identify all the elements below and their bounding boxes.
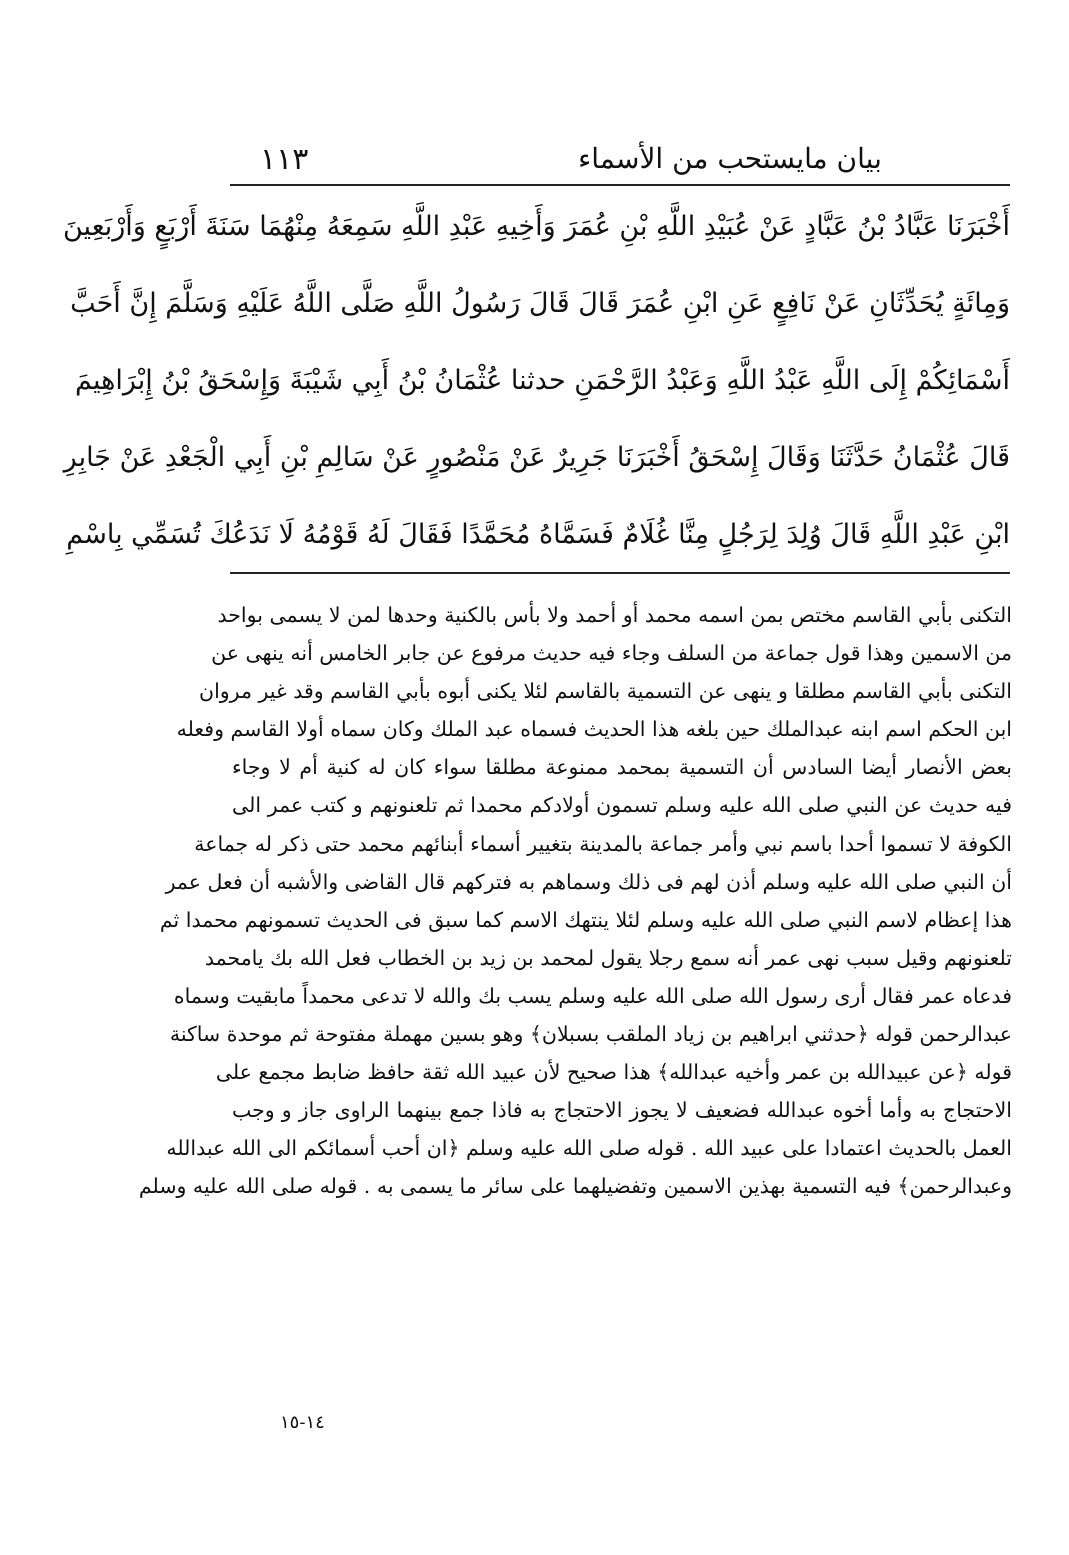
commentary-line: الكوفة لا تسموا أحدا باسم نبي وأمر جماعة بالمدينة بتغيير أسماء أبنائهم محمد حتى ذكر له جماعة [194, 831, 1012, 856]
commentary-line: تلعنونهم وقيل سبب نهى عمر أنه سمع رجلا يقول لمحمد بن زيد بن الخطاب فعل الله بك يامحمد [204, 945, 1012, 970]
commentary-line: بعض الأنصار أيضا السادس أن التسمية بمحمد ممنوعة مطلقا سواء كان له كنية أم لا وجاء [232, 755, 1012, 780]
commentary-line: أن النبي صلى الله عليه وسلم أذن لهم فى ذلك وسماهم به فتركهم قال القاضى والأشبه أن فعل عمر [165, 869, 1012, 894]
commentary-line: وعبدالرحمن﴾ فيه التسمية بهذين الاسمين وتفضيلهما على سائر ما يسمى به . قوله صلى الله عليه وسلم [138, 1174, 1012, 1199]
running-title: بيان مايستحب من الأسماء [578, 142, 882, 175]
commentary-line: هذا إعظام لاسم النبي صلى الله عليه وسلم لئلا ينتهك الاسم كما سبق فى الحديث تسمونهم محمدا ثم [159, 907, 1012, 932]
commentary-line: قوله ﴿عن عبيدالله بن عمر وأخيه عبدالله﴾ هذا صحيح لأن عبيد الله ثقة حافظ ضابط مجمع على [215, 1060, 1012, 1085]
commentary-text [138, 596, 1012, 1206]
hadith-line: وَمِائَةٍ يُحَدِّثَانِ عَنْ نَافِعٍ عَنِ ابْنِ عُمَرَ قَالَ قَالَ رَسُولُ اللَّهِ صَلَّى اللَّهُ عَلَيْهِ وَسَلَّمَ إِنَّ أَحَبَّ [70, 288, 1010, 319]
commentary-line: العمل بالحديث اعتمادا على عبيد الله . قوله صلى الله عليه وسلم ﴿ان أحب أسمائكم الى الله عبدالله [166, 1136, 1012, 1161]
commentary-line: عبدالرحمن قوله ﴿حدثني ابراهيم بن زياد الملقب بسبلان﴾ وهو بسين مهملة مفتوحة ثم موحدة ساكنة [169, 1022, 1012, 1047]
commentary-line: التكنى بأبي القاسم مختص بمن اسمه محمد أو أحمد ولا بأس بالكنية وحدها لمن لا يسمى بواحد [217, 603, 1012, 627]
page-number: ١١٣ [260, 142, 309, 177]
section-divider [230, 572, 1010, 574]
commentary-line: من الاسمين وهذا قول جماعة من السلف وجاء فيه حديث مرفوع عن جابر الخامس أنه ينهى عن [211, 641, 1012, 666]
footer-reference: ١٤-١٥ [280, 1412, 325, 1433]
header-rule [230, 184, 1010, 186]
commentary-line: الاحتجاج به وأما أخوه عبدالله فضعيف لا يجوز الاحتجاج به فاذا جمع بينهما الراوى جاز و وجب [232, 1098, 1012, 1123]
commentary-line: ابن الحكم اسم ابنه عبدالملك حين بلغه هذا الحديث فسماه عبد الملك وكان سماه أولا القاسم وفعله [176, 717, 1012, 742]
page-header [230, 140, 1010, 184]
hadith-text [63, 188, 1010, 573]
commentary-line: التكنى بأبي القاسم مطلقا و ينهى عن التسمية بالقاسم لئلا يكنى أبوه بأبي القاسم وقد غير مروان [199, 679, 1012, 704]
commentary-line: فدعاه عمر فقال أرى رسول الله صلى الله عليه وسلم يسب بك والله لا تدعى محمداً مابقيت وسماه [173, 983, 1012, 1008]
hadith-line: أَخْبَرَنَا عَبَّادُ بْنُ عَبَّادٍ عَنْ عُبَيْدِ اللَّهِ بْنِ عُمَرَ وَأَخِيهِ عَبْدِ اللَّهِ سَمِعَهُ مِنْهُمَا سَنَةَ أَرْبَعٍ وَأَرْبَعِينَ [63, 211, 1010, 242]
hadith-line: أَسْمَائِكُمْ إِلَى اللَّهِ عَبْدُ اللَّهِ وَعَبْدُ الرَّحْمَنِ حدثنا عُثْمَانُ بْنُ أَبِي شَيْبَةَ وَإِسْحَقُ بْنُ إِبْرَاهِيمَ [74, 365, 1010, 396]
commentary-line: فيه حديث عن النبي صلى الله عليه وسلم تسمون أولادكم محمدا ثم تلعنونهم و كتب عمر الى [232, 793, 1012, 818]
hadith-line: ابْنِ عَبْدِ اللَّهِ قَالَ وُلِدَ لِرَجُلٍ مِنَّا غُلَامٌ فَسَمَّاهُ مُحَمَّدًا فَقَالَ لَهُ قَوْمُهُ لَا نَدَعُكَ تُسَمِّي بِاسْمِ [66, 519, 1010, 550]
hadith-line: قَالَ عُثْمَانُ حَدَّثَنَا وَقَالَ إِسْحَقُ أَخْبَرَنَا جَرِيرٌ عَنْ مَنْصُورٍ عَنْ سَالِمِ بْنِ أَبِي الْجَعْدِ عَنْ جَابِرِ [63, 442, 1010, 473]
